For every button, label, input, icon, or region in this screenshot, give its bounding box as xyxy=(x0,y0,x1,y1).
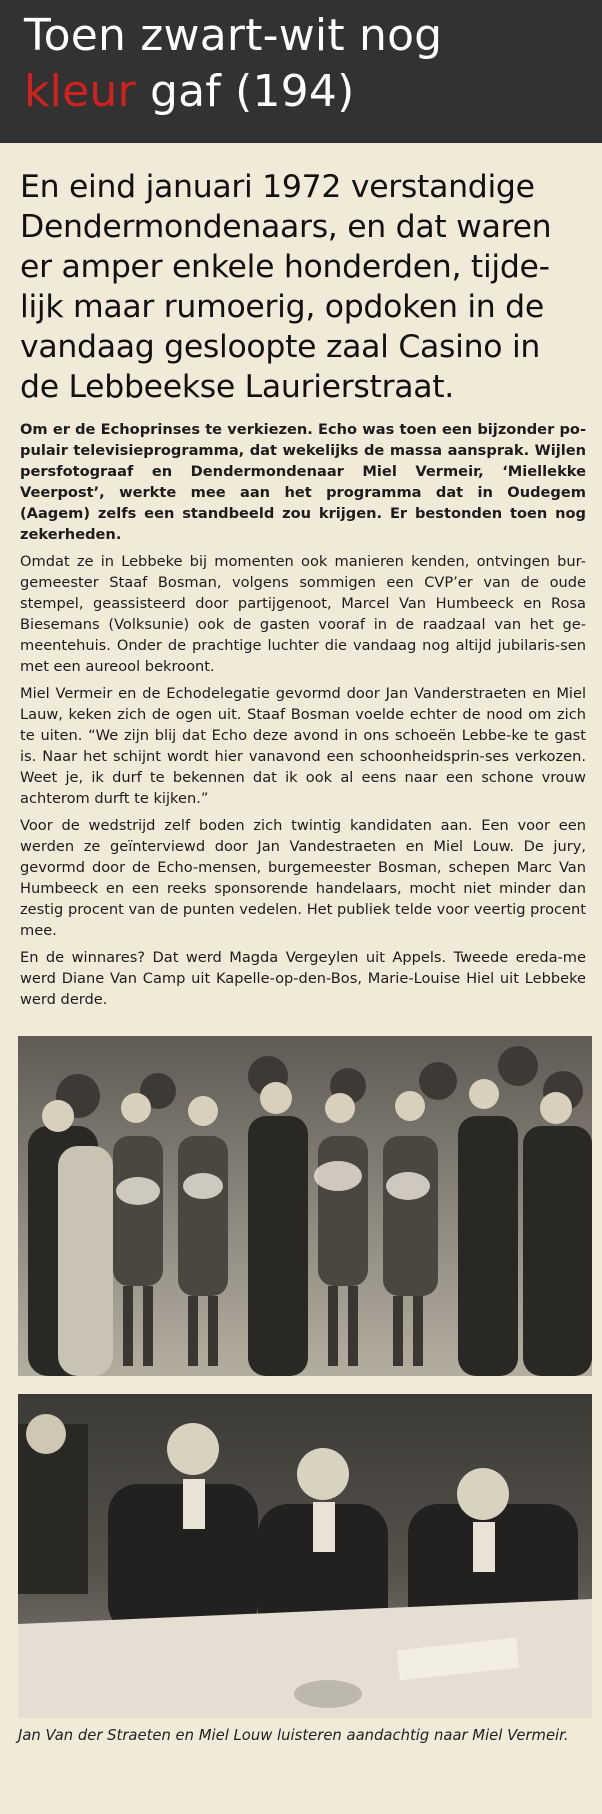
photo-election-group xyxy=(18,1036,592,1376)
header-title-rest: gaf (194) xyxy=(135,66,355,117)
article-paragraph-4: En de winnares? Dat werd Magda Vergeylen uit Appels. Tweede ereda-me werd Diane Van Camp uit Kapelle-op-den-Bos, Marie-Louise Hiel uit Lebbeke werd derde. xyxy=(20,949,586,1008)
photo-jury-table xyxy=(18,1394,592,1718)
photo-caption: Jan Van der Straeten en Miel Louw luisteren aandachtig naar Miel Vermeir. xyxy=(18,1727,569,1744)
article-lead: En eind januari 1972 verstandige Dendermondenaars, en dat waren er amper enkele honderden, tijde-lijk maar rumoerig, opdoken in de vandaag gesloopte zaal Casino in de Lebbeekse Laurierstraat. xyxy=(20,169,552,405)
header-title-accent: kleur xyxy=(24,66,136,117)
page-header xyxy=(0,0,602,143)
article-paragraph-1: Omdat ze in Lebbeke bij momenten ook manieren kenden, ontvingen bur-gemeester Staaf Bosman, volgens sommigen een CVP’er van de oude stempel, geassisteerd door partijgenoot, Marcel Van Humbeeck en Rosa Biesemans (Volksunie) ook de gasten vooraf in de raadzaal van het ge-meentehuis. Onder de prachtige luchter die vandaag nog altijd jubilaris-sen met een aureool bekroont. xyxy=(20,553,586,675)
header-title-line2 xyxy=(24,64,578,120)
header-title-line1: Toen zwart-wit nog xyxy=(24,10,443,61)
article-paragraph-2: Miel Vermeir en de Echodelegatie gevormd door Jan Vanderstraeten en Miel Lauw, keken zich de ogen uit. Staaf Bosman voelde echter de nood om zich te uiten. “We zijn blij dat Echo deze avond in ons schoeën Lebbe-ke te gast is. Naar het schijnt wordt hier vanavond een schoonheidsprin-ses verkozen. Weet je, ik durf te bekennen dat ik ook al eens naar een schone vrouw achterom durft te kijken.” xyxy=(20,685,586,807)
article-intro: Om er de Echoprinses te verkiezen. Echo was toen een bijzonder po-pulair televisieprogramma, dat wekelijks de massa aansprak. Wijlen persfotograaf en Dendermondenaar Miel Vermeir, ‘Miellekke Veerpost’, werkte mee aan het programma dat in Oudegem (Aagem) zelfs een standbeeld zou krijgen. Er bestonden toen nog zekerheden. xyxy=(20,421,586,543)
article-paragraph-3: Voor de wedstrijd zelf boden zich twintig kandidaten aan. Een voor een werden ze geïnterviewd door Jan Vandestraeten en Miel Louw. De jury, gevormd door de Echo-mensen, burgemeester Bosman, schepen Marc Van Humbeeck en een reeks sponsorende handelaars, mocht niet minder dan zestig procent van de punten vedelen. Het publiek telde voor veertig procent mee. xyxy=(20,817,586,939)
